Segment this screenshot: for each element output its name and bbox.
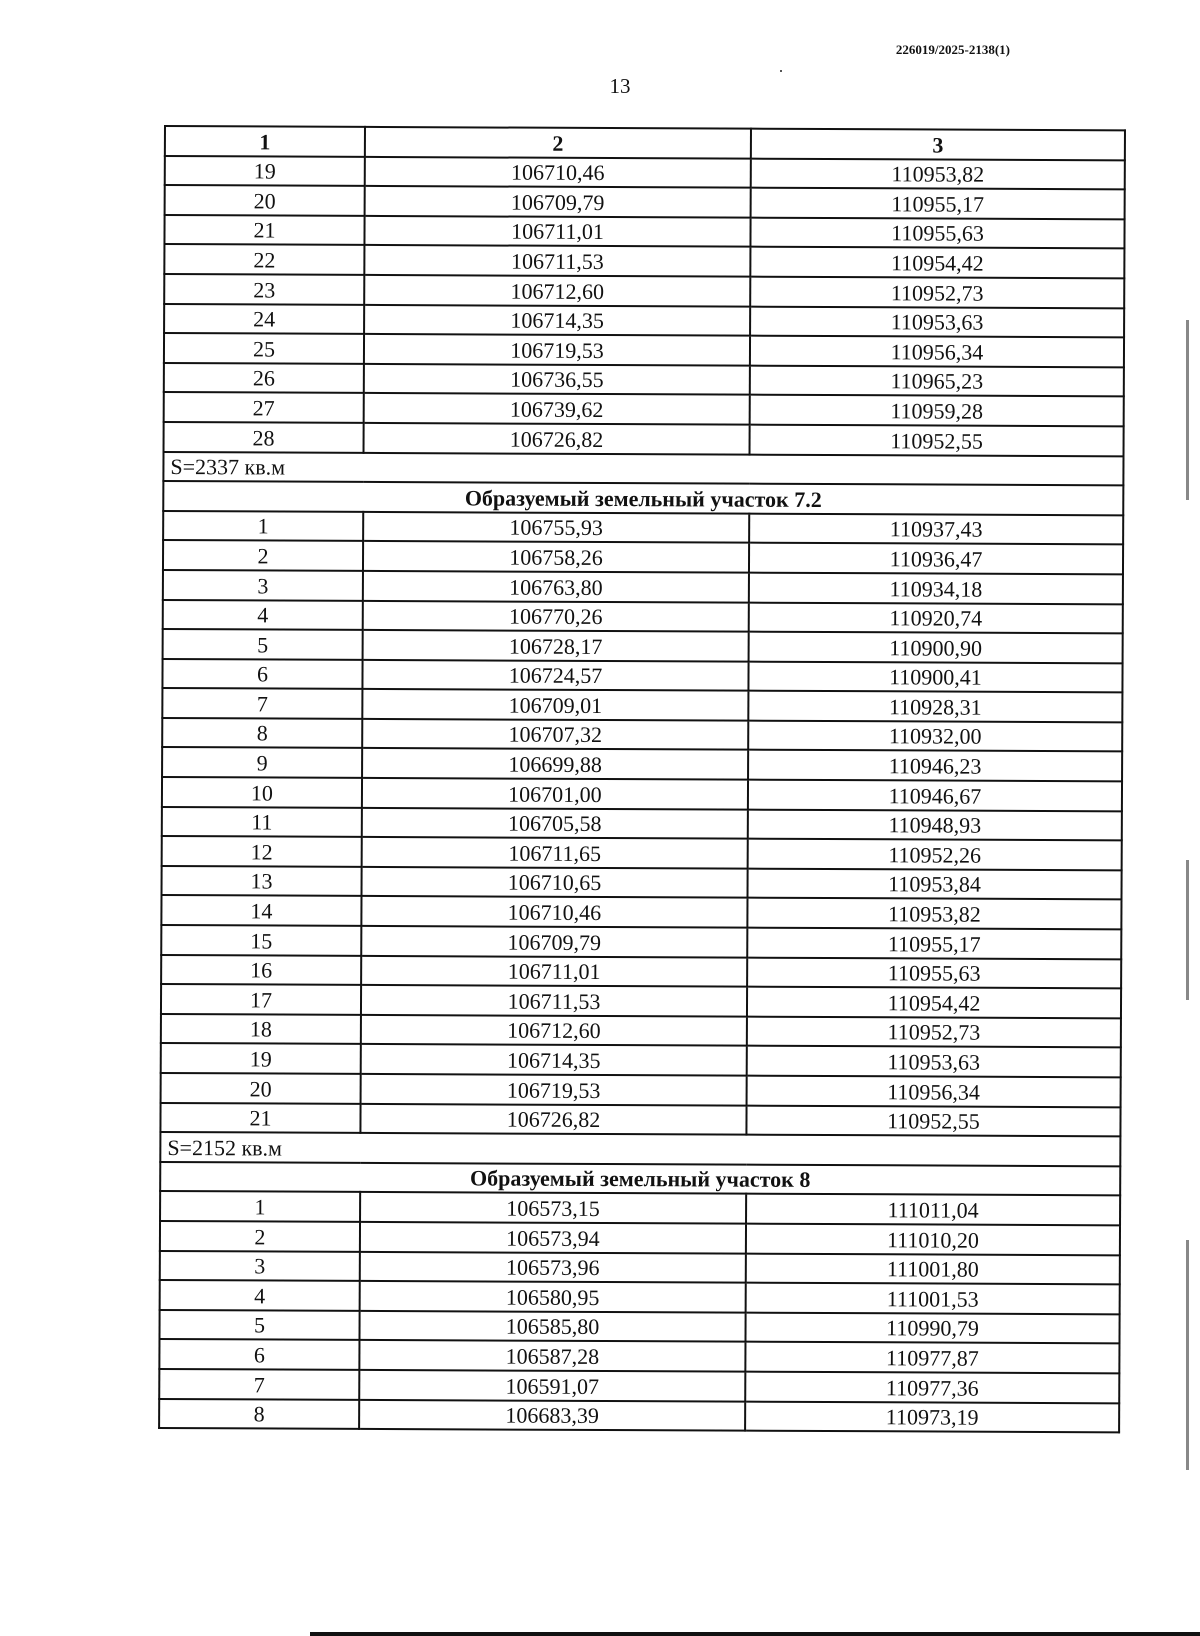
table-row bbox=[159, 1310, 1119, 1344]
table-row bbox=[162, 747, 1122, 781]
x-coordinate-cell: 106683,39 bbox=[359, 1399, 745, 1430]
scan-edge-mark bbox=[1186, 320, 1189, 500]
x-coordinate-cell: 106763,80 bbox=[363, 571, 749, 602]
point-number-cell: 1 bbox=[163, 511, 363, 542]
x-coordinate-cell: 106755,93 bbox=[363, 512, 749, 543]
x-coordinate-cell: 106719,53 bbox=[361, 1074, 747, 1105]
area-row bbox=[163, 452, 1123, 486]
y-coordinate-cell: 110959,28 bbox=[750, 395, 1124, 426]
y-coordinate-cell: 110955,17 bbox=[751, 188, 1125, 219]
scan-speck bbox=[780, 70, 782, 72]
y-coordinate-cell: 110952,55 bbox=[750, 425, 1124, 456]
y-coordinate-cell: 110973,19 bbox=[745, 1401, 1119, 1432]
y-coordinate-cell: 110932,00 bbox=[748, 721, 1122, 752]
point-number-cell: 21 bbox=[164, 215, 364, 246]
point-number-cell: 24 bbox=[164, 304, 364, 335]
y-coordinate-cell: 110920,74 bbox=[749, 602, 1123, 633]
point-number-cell: 10 bbox=[162, 777, 362, 808]
y-coordinate-cell: 110955,63 bbox=[747, 957, 1121, 988]
table-row bbox=[162, 659, 1122, 693]
x-coordinate-cell: 106726,82 bbox=[360, 1103, 746, 1134]
table-row bbox=[163, 599, 1123, 633]
section-title-row bbox=[163, 481, 1123, 515]
x-coordinate-cell: 106585,80 bbox=[359, 1311, 745, 1342]
bottom-rule bbox=[310, 1632, 1200, 1636]
table-row bbox=[160, 1221, 1120, 1255]
y-coordinate-cell: 110946,23 bbox=[748, 750, 1122, 781]
point-number-cell: 8 bbox=[159, 1399, 359, 1430]
x-coordinate-cell: 106770,26 bbox=[363, 600, 749, 631]
column-header-y: 3 bbox=[751, 129, 1125, 160]
y-coordinate-cell: 110936,47 bbox=[749, 543, 1123, 574]
x-coordinate-cell: 106709,01 bbox=[362, 689, 748, 720]
y-coordinate-cell: 110928,31 bbox=[748, 691, 1122, 722]
point-number-cell: 12 bbox=[162, 836, 362, 867]
y-coordinate-cell: 110953,82 bbox=[747, 898, 1121, 929]
y-coordinate-cell: 110954,42 bbox=[750, 247, 1124, 278]
x-coordinate-cell: 106707,32 bbox=[362, 719, 748, 750]
point-number-cell: 25 bbox=[164, 333, 364, 364]
y-coordinate-cell: 110953,84 bbox=[747, 868, 1121, 899]
x-coordinate-cell: 106711,01 bbox=[361, 956, 747, 987]
table-row bbox=[164, 422, 1124, 456]
table-row bbox=[161, 1014, 1121, 1048]
point-number-cell: 11 bbox=[162, 807, 362, 838]
x-coordinate-cell: 106709,79 bbox=[365, 186, 751, 217]
point-number-cell: 21 bbox=[160, 1103, 360, 1134]
table-row bbox=[161, 925, 1121, 959]
point-number-cell: 16 bbox=[161, 955, 361, 986]
y-coordinate-cell: 110953,63 bbox=[747, 1046, 1121, 1077]
point-number-cell: 4 bbox=[163, 599, 363, 630]
point-number-cell: 27 bbox=[164, 392, 364, 423]
x-coordinate-cell: 106739,62 bbox=[364, 393, 750, 424]
table-row bbox=[161, 1073, 1121, 1107]
point-number-cell: 20 bbox=[165, 185, 365, 216]
page-number: 13 bbox=[609, 74, 631, 98]
table-row bbox=[159, 1399, 1119, 1433]
point-number-cell: 8 bbox=[162, 718, 362, 749]
y-coordinate-cell: 110900,41 bbox=[748, 661, 1122, 692]
x-coordinate-cell: 106701,00 bbox=[362, 778, 748, 809]
x-coordinate-cell: 106714,35 bbox=[364, 304, 750, 335]
y-coordinate-cell: 111010,20 bbox=[746, 1224, 1120, 1255]
y-coordinate-cell: 110937,43 bbox=[749, 513, 1123, 544]
point-number-cell: 20 bbox=[161, 1073, 361, 1104]
coordinates-table-body bbox=[159, 126, 1125, 1432]
section-title: Образуемый земельный участок 8 bbox=[160, 1162, 1120, 1196]
y-coordinate-cell: 110934,18 bbox=[749, 573, 1123, 604]
point-number-cell: 6 bbox=[159, 1339, 359, 1370]
y-coordinate-cell: 110956,34 bbox=[747, 1076, 1121, 1107]
y-coordinate-cell: 110953,82 bbox=[751, 158, 1125, 189]
document-number: 226019/2025-2138(1) bbox=[895, 42, 1010, 57]
table-row bbox=[164, 333, 1124, 367]
column-header-x: 2 bbox=[365, 127, 751, 158]
point-number-cell: 5 bbox=[163, 629, 363, 660]
point-number-cell: 2 bbox=[160, 1221, 360, 1252]
table-row bbox=[164, 392, 1124, 426]
table-row bbox=[163, 511, 1123, 545]
point-number-cell: 1 bbox=[160, 1191, 360, 1222]
table-row bbox=[162, 807, 1122, 841]
y-coordinate-cell: 110965,23 bbox=[750, 365, 1124, 396]
x-coordinate-cell: 106573,96 bbox=[360, 1251, 746, 1282]
table-row bbox=[165, 156, 1125, 190]
point-number-cell: 7 bbox=[162, 688, 362, 719]
table-row bbox=[164, 363, 1124, 397]
point-number-cell: 26 bbox=[164, 363, 364, 394]
y-coordinate-cell: 110952,26 bbox=[748, 839, 1122, 870]
point-number-cell: 2 bbox=[163, 540, 363, 571]
table-row bbox=[162, 866, 1122, 900]
x-coordinate-cell: 106758,26 bbox=[363, 541, 749, 572]
x-coordinate-cell: 106710,46 bbox=[365, 157, 751, 188]
coordinates-table bbox=[158, 125, 1126, 1433]
y-coordinate-cell: 110946,67 bbox=[748, 780, 1122, 811]
table-row bbox=[164, 304, 1124, 338]
table-row bbox=[161, 895, 1121, 929]
x-coordinate-cell: 106705,58 bbox=[362, 808, 748, 839]
x-coordinate-cell: 106711,65 bbox=[362, 837, 748, 868]
point-number-cell: 18 bbox=[161, 1014, 361, 1045]
x-coordinate-cell: 106712,60 bbox=[364, 275, 750, 306]
table-row bbox=[163, 570, 1123, 604]
x-coordinate-cell: 106712,60 bbox=[361, 1015, 747, 1046]
y-coordinate-cell: 110977,87 bbox=[745, 1342, 1119, 1373]
y-coordinate-cell: 110952,73 bbox=[750, 277, 1124, 308]
x-coordinate-cell: 106573,15 bbox=[360, 1192, 746, 1223]
table-row bbox=[162, 688, 1122, 722]
x-coordinate-cell: 106573,94 bbox=[360, 1222, 746, 1253]
table-header-row bbox=[165, 126, 1125, 160]
point-number-cell: 13 bbox=[162, 866, 362, 897]
point-number-cell: 3 bbox=[160, 1251, 360, 1282]
point-number-cell: 15 bbox=[161, 925, 361, 956]
table-row bbox=[160, 1280, 1120, 1314]
area-value: S=2152 кв.м bbox=[160, 1132, 1120, 1166]
table-row bbox=[164, 215, 1124, 249]
point-number-cell: 23 bbox=[164, 274, 364, 305]
point-number-cell: 17 bbox=[161, 984, 361, 1015]
y-coordinate-cell: 111001,80 bbox=[746, 1253, 1120, 1284]
table-row bbox=[163, 540, 1123, 574]
x-coordinate-cell: 106587,28 bbox=[359, 1340, 745, 1371]
table-row bbox=[160, 1251, 1120, 1285]
column-header-point: 1 bbox=[165, 126, 365, 157]
scan-edge-mark bbox=[1186, 860, 1189, 1000]
point-number-cell: 3 bbox=[163, 570, 363, 601]
y-coordinate-cell: 110956,34 bbox=[750, 336, 1124, 367]
x-coordinate-cell: 106710,46 bbox=[361, 896, 747, 927]
table-row bbox=[159, 1339, 1119, 1373]
table-row bbox=[165, 185, 1125, 219]
x-coordinate-cell: 106724,57 bbox=[362, 660, 748, 691]
x-coordinate-cell: 106728,17 bbox=[363, 630, 749, 661]
scan-edge-mark bbox=[1186, 1240, 1189, 1470]
x-coordinate-cell: 106591,07 bbox=[359, 1370, 745, 1401]
point-number-cell: 19 bbox=[161, 1043, 361, 1074]
y-coordinate-cell: 110900,90 bbox=[749, 632, 1123, 663]
table-row bbox=[164, 274, 1124, 308]
x-coordinate-cell: 106711,53 bbox=[361, 985, 747, 1016]
y-coordinate-cell: 110953,63 bbox=[750, 306, 1124, 337]
table-row bbox=[162, 718, 1122, 752]
point-number-cell: 14 bbox=[161, 895, 361, 926]
x-coordinate-cell: 106699,88 bbox=[362, 748, 748, 779]
table-row bbox=[163, 629, 1123, 663]
table-row bbox=[161, 984, 1121, 1018]
point-number-cell: 6 bbox=[162, 659, 362, 690]
area-value: S=2337 кв.м bbox=[163, 452, 1123, 486]
point-number-cell: 22 bbox=[164, 244, 364, 275]
x-coordinate-cell: 106711,53 bbox=[364, 245, 750, 276]
y-coordinate-cell: 110955,63 bbox=[750, 217, 1124, 248]
table-row bbox=[159, 1369, 1119, 1403]
point-number-cell: 4 bbox=[160, 1280, 360, 1311]
y-coordinate-cell: 110977,36 bbox=[745, 1372, 1119, 1403]
table-row bbox=[164, 244, 1124, 278]
y-coordinate-cell: 110952,73 bbox=[747, 1016, 1121, 1047]
point-number-cell: 9 bbox=[162, 747, 362, 778]
x-coordinate-cell: 106580,95 bbox=[360, 1281, 746, 1312]
table-row bbox=[161, 955, 1121, 989]
point-number-cell: 28 bbox=[164, 422, 364, 453]
y-coordinate-cell: 111001,53 bbox=[746, 1283, 1120, 1314]
table-row bbox=[160, 1191, 1120, 1225]
y-coordinate-cell: 110990,79 bbox=[745, 1312, 1119, 1343]
point-number-cell: 5 bbox=[159, 1310, 359, 1341]
x-coordinate-cell: 106726,82 bbox=[364, 423, 750, 454]
y-coordinate-cell: 110955,17 bbox=[747, 928, 1121, 959]
y-coordinate-cell: 110948,93 bbox=[748, 809, 1122, 840]
y-coordinate-cell: 110954,42 bbox=[747, 987, 1121, 1018]
x-coordinate-cell: 106736,55 bbox=[364, 364, 750, 395]
y-coordinate-cell: 110952,55 bbox=[746, 1105, 1120, 1136]
section-title: Образуемый земельный участок 7.2 bbox=[163, 481, 1123, 515]
x-coordinate-cell: 106711,01 bbox=[364, 216, 750, 247]
table-row bbox=[162, 836, 1122, 870]
table-row bbox=[162, 777, 1122, 811]
x-coordinate-cell: 106719,53 bbox=[364, 334, 750, 365]
section-title-row bbox=[160, 1162, 1120, 1196]
x-coordinate-cell: 106714,35 bbox=[361, 1044, 747, 1075]
x-coordinate-cell: 106710,65 bbox=[362, 867, 748, 898]
table-row bbox=[161, 1043, 1121, 1077]
area-row bbox=[160, 1132, 1120, 1166]
point-number-cell: 7 bbox=[159, 1369, 359, 1400]
x-coordinate-cell: 106709,79 bbox=[361, 926, 747, 957]
y-coordinate-cell: 111011,04 bbox=[746, 1194, 1120, 1225]
table-row bbox=[160, 1103, 1120, 1137]
point-number-cell: 19 bbox=[165, 156, 365, 187]
